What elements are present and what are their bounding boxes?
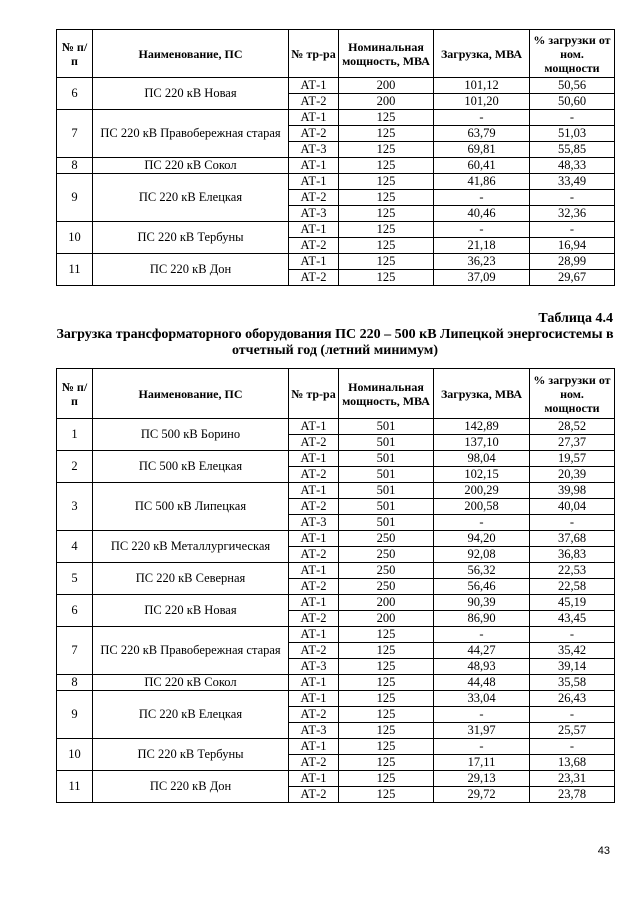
- table-row: [57, 771, 615, 787]
- table-row: [57, 675, 615, 691]
- cell-num: 3: [57, 483, 93, 531]
- cell-percent: -: [530, 739, 615, 755]
- cell-percent: 23,31: [530, 771, 615, 787]
- cell-percent: 50,60: [530, 94, 615, 110]
- cell-substation-name: ПС 220 кВ Северная: [93, 563, 289, 595]
- header-load-percent: % загрузки от ном. мощности: [530, 30, 615, 78]
- page-number: 43: [597, 845, 610, 857]
- cell-power: 125: [339, 723, 434, 739]
- cell-power: 125: [339, 270, 434, 286]
- table-row: [57, 158, 615, 174]
- table-row: [57, 739, 615, 755]
- cell-percent: 22,53: [530, 563, 615, 579]
- cell-trans: АТ-1: [289, 483, 339, 499]
- cell-num: 11: [57, 254, 93, 286]
- cell-substation-name: ПС 500 кВ Липецкая: [93, 483, 289, 531]
- cell-percent: 13,68: [530, 755, 615, 771]
- cell-load: 92,08: [434, 547, 530, 563]
- cell-trans: АТ-1: [289, 627, 339, 643]
- cell-num: 6: [57, 78, 93, 110]
- header-name: Наименование, ПС: [93, 369, 289, 419]
- cell-load: 90,39: [434, 595, 530, 611]
- cell-load: 44,27: [434, 643, 530, 659]
- cell-load: -: [434, 707, 530, 723]
- cell-trans: АТ-1: [289, 531, 339, 547]
- cell-substation-name: ПС 220 кВ Елецкая: [93, 691, 289, 739]
- cell-power: 125: [339, 787, 434, 803]
- cell-substation-name: ПС 220 кВ Сокол: [93, 158, 289, 174]
- cell-power: 125: [339, 126, 434, 142]
- cell-percent: -: [530, 627, 615, 643]
- cell-trans: АТ-2: [289, 755, 339, 771]
- cell-percent: 40,04: [530, 499, 615, 515]
- cell-load: 56,32: [434, 563, 530, 579]
- cell-power: 501: [339, 419, 434, 435]
- header-transformer: № тр-ра: [289, 369, 339, 419]
- cell-num: 4: [57, 531, 93, 563]
- cell-power: 501: [339, 435, 434, 451]
- cell-power: 250: [339, 563, 434, 579]
- cell-percent: -: [530, 515, 615, 531]
- table-title: Загрузка трансформаторного оборудования ПС 220 – 500 кВ Липецкой энергосистемы в отчетный год (летний минимум): [56, 327, 614, 358]
- cell-power: 125: [339, 739, 434, 755]
- cell-power: 250: [339, 579, 434, 595]
- cell-percent: 50,56: [530, 78, 615, 94]
- cell-percent: 35,42: [530, 643, 615, 659]
- cell-percent: 19,57: [530, 451, 615, 467]
- header-row: [57, 30, 615, 78]
- cell-trans: АТ-1: [289, 691, 339, 707]
- cell-load: 101,20: [434, 94, 530, 110]
- cell-trans: АТ-1: [289, 771, 339, 787]
- cell-power: 125: [339, 707, 434, 723]
- cell-percent: 45,19: [530, 595, 615, 611]
- cell-power: 125: [339, 254, 434, 270]
- cell-percent: 16,94: [530, 238, 615, 254]
- cell-trans: АТ-2: [289, 787, 339, 803]
- cell-load: 200,29: [434, 483, 530, 499]
- cell-power: 250: [339, 547, 434, 563]
- cell-load: 29,13: [434, 771, 530, 787]
- cell-power: 125: [339, 142, 434, 158]
- cell-power: 125: [339, 206, 434, 222]
- cell-percent: 22,58: [530, 579, 615, 595]
- cell-substation-name: ПС 220 кВ Дон: [93, 254, 289, 286]
- cell-trans: АТ-3: [289, 206, 339, 222]
- cell-trans: АТ-2: [289, 611, 339, 627]
- cell-load: 36,23: [434, 254, 530, 270]
- cell-trans: АТ-2: [289, 643, 339, 659]
- cell-power: 501: [339, 483, 434, 499]
- cell-load: 37,09: [434, 270, 530, 286]
- cell-load: 200,58: [434, 499, 530, 515]
- cell-load: 69,81: [434, 142, 530, 158]
- table-row: [57, 595, 615, 611]
- cell-percent: 26,43: [530, 691, 615, 707]
- cell-num: 5: [57, 563, 93, 595]
- cell-load: 40,46: [434, 206, 530, 222]
- cell-percent: -: [530, 190, 615, 206]
- cell-power: 125: [339, 110, 434, 126]
- cell-load: 56,46: [434, 579, 530, 595]
- cell-power: 125: [339, 238, 434, 254]
- cell-percent: 28,52: [530, 419, 615, 435]
- cell-load: -: [434, 627, 530, 643]
- cell-substation-name: ПС 220 кВ Тербуны: [93, 222, 289, 254]
- cell-load: 17,11: [434, 755, 530, 771]
- cell-num: 1: [57, 419, 93, 451]
- cell-power: 125: [339, 659, 434, 675]
- cell-substation-name: ПС 500 кВ Елецкая: [93, 451, 289, 483]
- cell-num: 8: [57, 675, 93, 691]
- cell-trans: АТ-2: [289, 190, 339, 206]
- cell-load: 33,04: [434, 691, 530, 707]
- cell-trans: АТ-1: [289, 675, 339, 691]
- cell-percent: -: [530, 110, 615, 126]
- cell-load: 142,89: [434, 419, 530, 435]
- cell-percent: 25,57: [530, 723, 615, 739]
- cell-substation-name: ПС 220 кВ Новая: [93, 595, 289, 627]
- cell-load: 29,72: [434, 787, 530, 803]
- cell-trans: АТ-1: [289, 174, 339, 190]
- cell-trans: АТ-2: [289, 435, 339, 451]
- cell-load: -: [434, 190, 530, 206]
- cell-load: -: [434, 222, 530, 238]
- cell-trans: АТ-3: [289, 515, 339, 531]
- cell-percent: 55,85: [530, 142, 615, 158]
- cell-load: 21,18: [434, 238, 530, 254]
- table-number: Таблица 4.4: [538, 311, 613, 326]
- cell-substation-name: ПС 220 кВ Дон: [93, 771, 289, 803]
- cell-trans: АТ-1: [289, 158, 339, 174]
- cell-percent: 36,83: [530, 547, 615, 563]
- table-row: [57, 451, 615, 467]
- cell-percent: 32,36: [530, 206, 615, 222]
- cell-substation-name: ПС 220 кВ Сокол: [93, 675, 289, 691]
- cell-load: 44,48: [434, 675, 530, 691]
- cell-load: 86,90: [434, 611, 530, 627]
- cell-num: 2: [57, 451, 93, 483]
- header-num: № п/п: [57, 30, 93, 78]
- cell-percent: 37,68: [530, 531, 615, 547]
- table-row: [57, 254, 615, 270]
- cell-power: 250: [339, 531, 434, 547]
- cell-percent: 20,39: [530, 467, 615, 483]
- cell-trans: АТ-3: [289, 723, 339, 739]
- cell-substation-name: ПС 220 кВ Металлургическая: [93, 531, 289, 563]
- table-row: [57, 563, 615, 579]
- cell-trans: АТ-1: [289, 451, 339, 467]
- cell-trans: АТ-1: [289, 595, 339, 611]
- cell-percent: 35,58: [530, 675, 615, 691]
- header-num: № п/п: [57, 369, 93, 419]
- cell-power: 125: [339, 627, 434, 643]
- cell-load: 102,15: [434, 467, 530, 483]
- cell-percent: 29,67: [530, 270, 615, 286]
- cell-substation-name: ПС 220 кВ Тербуны: [93, 739, 289, 771]
- cell-percent: 43,45: [530, 611, 615, 627]
- cell-substation-name: ПС 220 кВ Новая: [93, 78, 289, 110]
- table-row: [57, 419, 615, 435]
- cell-num: 11: [57, 771, 93, 803]
- cell-num: 9: [57, 174, 93, 222]
- cell-percent: 23,78: [530, 787, 615, 803]
- header-load: Загрузка, МВА: [434, 30, 530, 78]
- header-transformer: № тр-ра: [289, 30, 339, 78]
- cell-power: 125: [339, 643, 434, 659]
- cell-percent: 33,49: [530, 174, 615, 190]
- cell-load: 63,79: [434, 126, 530, 142]
- table-row: [57, 174, 615, 190]
- cell-power: 200: [339, 78, 434, 94]
- table-row: [57, 691, 615, 707]
- cell-power: 125: [339, 158, 434, 174]
- header-load: Загрузка, МВА: [434, 369, 530, 419]
- cell-substation-name: ПС 220 кВ Правобережная старая: [93, 627, 289, 675]
- cell-power: 125: [339, 675, 434, 691]
- cell-power: 125: [339, 190, 434, 206]
- header-rated-power: Номинальная мощность, МВА: [339, 369, 434, 419]
- cell-power: 200: [339, 595, 434, 611]
- cell-percent: 28,99: [530, 254, 615, 270]
- cell-trans: АТ-2: [289, 547, 339, 563]
- cell-trans: АТ-1: [289, 419, 339, 435]
- cell-trans: АТ-2: [289, 94, 339, 110]
- table-row: [57, 78, 615, 94]
- cell-num: 10: [57, 222, 93, 254]
- cell-power: 200: [339, 611, 434, 627]
- cell-load: 31,97: [434, 723, 530, 739]
- cell-power: 125: [339, 222, 434, 238]
- cell-load: -: [434, 515, 530, 531]
- cell-power: 125: [339, 755, 434, 771]
- cell-power: 200: [339, 94, 434, 110]
- cell-trans: АТ-2: [289, 238, 339, 254]
- cell-num: 7: [57, 110, 93, 158]
- header-row: [57, 369, 615, 419]
- cell-percent: 39,14: [530, 659, 615, 675]
- load-table-summer-minimum: [56, 368, 615, 803]
- cell-trans: АТ-1: [289, 563, 339, 579]
- header-rated-power: Номинальная мощность, МВА: [339, 30, 434, 78]
- cell-percent: 27,37: [530, 435, 615, 451]
- cell-num: 9: [57, 691, 93, 739]
- table-row: [57, 110, 615, 126]
- cell-num: 6: [57, 595, 93, 627]
- cell-num: 8: [57, 158, 93, 174]
- cell-percent: 51,03: [530, 126, 615, 142]
- cell-load: 41,86: [434, 174, 530, 190]
- cell-load: 94,20: [434, 531, 530, 547]
- table-row: [57, 627, 615, 643]
- cell-power: 125: [339, 691, 434, 707]
- cell-trans: АТ-1: [289, 254, 339, 270]
- cell-load: 137,10: [434, 435, 530, 451]
- cell-substation-name: ПС 220 кВ Елецкая: [93, 174, 289, 222]
- cell-trans: АТ-1: [289, 78, 339, 94]
- cell-trans: АТ-1: [289, 222, 339, 238]
- cell-load: -: [434, 739, 530, 755]
- cell-power: 501: [339, 515, 434, 531]
- cell-trans: АТ-3: [289, 659, 339, 675]
- cell-percent: -: [530, 222, 615, 238]
- cell-trans: АТ-2: [289, 467, 339, 483]
- cell-num: 10: [57, 739, 93, 771]
- cell-percent: 39,98: [530, 483, 615, 499]
- cell-trans: АТ-1: [289, 110, 339, 126]
- cell-substation-name: ПС 220 кВ Правобережная старая: [93, 110, 289, 158]
- cell-load: -: [434, 110, 530, 126]
- cell-trans: АТ-3: [289, 142, 339, 158]
- cell-percent: -: [530, 707, 615, 723]
- cell-trans: АТ-2: [289, 579, 339, 595]
- cell-percent: 48,33: [530, 158, 615, 174]
- cell-trans: АТ-1: [289, 739, 339, 755]
- cell-num: 7: [57, 627, 93, 675]
- cell-power: 125: [339, 174, 434, 190]
- cell-substation-name: ПС 500 кВ Борино: [93, 419, 289, 451]
- header-load-percent: % загрузки от ном. мощности: [530, 369, 615, 419]
- cell-trans: АТ-2: [289, 270, 339, 286]
- cell-load: 48,93: [434, 659, 530, 675]
- cell-trans: АТ-2: [289, 499, 339, 515]
- cell-trans: АТ-2: [289, 126, 339, 142]
- table-row: [57, 483, 615, 499]
- cell-power: 125: [339, 771, 434, 787]
- cell-load: 60,41: [434, 158, 530, 174]
- header-name: Наименование, ПС: [93, 30, 289, 78]
- table-row: [57, 222, 615, 238]
- cell-power: 501: [339, 451, 434, 467]
- table-row: [57, 531, 615, 547]
- cell-load: 98,04: [434, 451, 530, 467]
- cell-power: 501: [339, 467, 434, 483]
- cell-power: 501: [339, 499, 434, 515]
- cell-load: 101,12: [434, 78, 530, 94]
- load-table-continued: [56, 29, 615, 286]
- cell-trans: АТ-2: [289, 707, 339, 723]
